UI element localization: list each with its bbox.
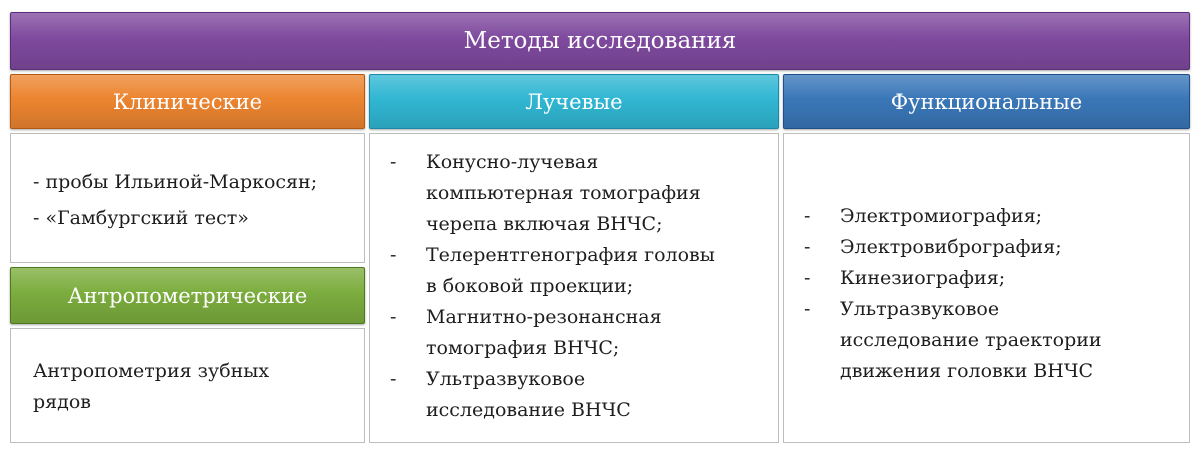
- radiological-list: [390, 147, 768, 426]
- bullet-dash: -: [390, 306, 397, 328]
- list-item: [804, 232, 1179, 263]
- list-item: [390, 302, 768, 364]
- list-item-line: Конусно-лучевая: [426, 151, 599, 173]
- list-item-line: Электровибрография;: [840, 236, 1062, 258]
- bullet-dash: -: [804, 267, 811, 289]
- radiological-header: [369, 74, 779, 129]
- list-item: [804, 263, 1179, 294]
- list-item-line: Кинезиография;: [840, 267, 1006, 289]
- bullet-dash: -: [390, 244, 397, 266]
- list-item-line: Телерентгенография головы: [426, 244, 715, 266]
- functional-header-label: Функциональные: [890, 89, 1083, 114]
- anthropometric-header-label: Антропометрические: [67, 283, 308, 308]
- anthropometric-methods-box: [10, 328, 365, 443]
- clinical-item: - «Гамбургский тест»: [33, 207, 249, 229]
- list-item-line: Электромиография;: [840, 205, 1043, 227]
- functional-header: [783, 74, 1190, 129]
- clinical-header: [10, 74, 365, 129]
- functional-methods-box: [783, 133, 1190, 443]
- list-item: [390, 147, 768, 240]
- list-item-line: исследование ВНЧС: [426, 399, 631, 421]
- anthropometric-line: Антропометрия зубных: [33, 360, 270, 382]
- list-item-line: компьютерная томография: [426, 182, 701, 204]
- bullet-dash: -: [390, 151, 397, 173]
- list-item-line: Магнитно-резонансная: [426, 306, 662, 328]
- list-item: [390, 364, 768, 426]
- list-item: [390, 240, 768, 302]
- bullet-dash: -: [804, 236, 811, 258]
- clinical-methods-box: [10, 133, 365, 263]
- clinical-item: - пробы Ильиной-Маркосян;: [33, 171, 318, 193]
- list-item-line: Ультразвуковое: [426, 368, 586, 390]
- radiological-methods-box: [369, 133, 779, 443]
- diagram-title: Методы исследования: [463, 28, 737, 54]
- bullet-dash: -: [804, 205, 811, 227]
- anthropometric-header: [10, 267, 365, 324]
- list-item: [804, 201, 1179, 232]
- bullet-dash: -: [390, 368, 397, 390]
- list-item-line: Ультразвуковое: [840, 298, 1000, 320]
- list-item-line: в боковой проекции;: [426, 275, 634, 297]
- functional-list: [804, 201, 1179, 387]
- radiological-header-label: Лучевые: [525, 89, 623, 114]
- list-item-line: исследование траектории: [840, 329, 1102, 351]
- anthropometric-line: рядов: [33, 391, 91, 413]
- list-item-line: томография ВНЧС;: [426, 337, 620, 359]
- list-item-line: движения головки ВНЧС: [840, 360, 1094, 382]
- bullet-dash: -: [804, 298, 811, 320]
- list-item: [804, 294, 1179, 387]
- title-banner: [10, 12, 1190, 70]
- clinical-header-label: Клинические: [112, 89, 263, 114]
- list-item-line: черепа включая ВНЧС;: [426, 213, 663, 235]
